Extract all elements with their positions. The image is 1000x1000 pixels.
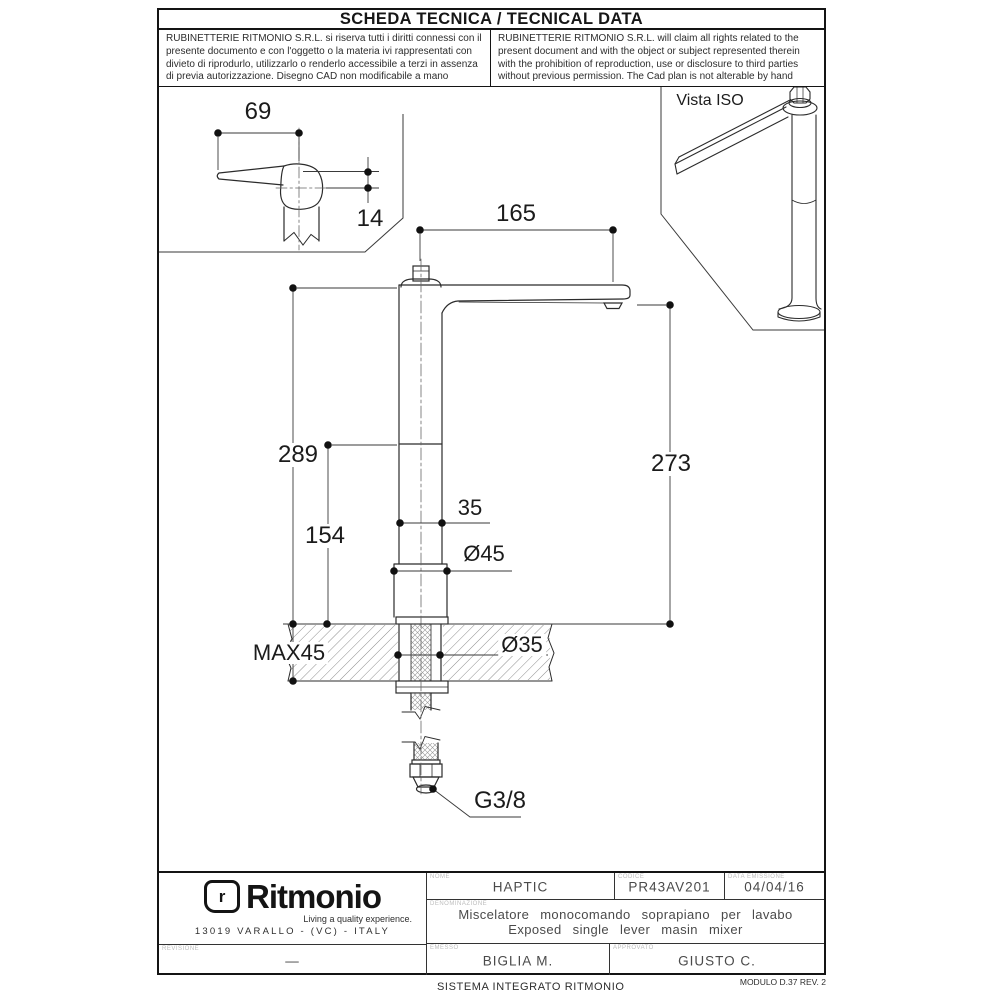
brand-name: Ritmonio (246, 878, 381, 915)
dim-connection-thread: G3/8 (471, 789, 529, 813)
data-emissione-value: 04/04/16 (744, 879, 805, 895)
brand-address: 13019 VARALLO - (VC) - ITALY (194, 926, 391, 937)
data-emissione-cell (724, 873, 824, 900)
revisione-value: — (285, 953, 300, 969)
nome-value: HAPTIC (492, 879, 549, 895)
dim-lower-body-height: 154 (302, 524, 348, 548)
dim-lever-height: 14 (354, 207, 387, 231)
description-line-1: Miscelatore monocomando soprapiano per lavabo (458, 906, 793, 922)
dim-spout-reach: 165 (493, 202, 539, 226)
dim-body-width: 35 (455, 497, 485, 519)
approvato-label: APPROVATO (613, 945, 654, 951)
sheet-frame (157, 8, 826, 975)
brand-tagline: Living a quality experience. (303, 914, 412, 924)
brand-cell (159, 873, 427, 944)
codice-value: PR43AV201 (628, 879, 711, 895)
codice-cell (614, 873, 724, 900)
revisione-label: REVISIONE (162, 946, 200, 952)
dim-lever-length: 69 (242, 100, 275, 124)
brand-logo (204, 880, 381, 913)
emesso-value: BIGLIA M. (482, 953, 554, 969)
revisione-cell (159, 944, 427, 975)
sheet-title: SCHEDA TECNICA / TECNICAL DATA (159, 10, 824, 30)
iso-view-label: Vista ISO (676, 92, 744, 109)
title-block (159, 871, 824, 975)
dim-spout-height: 273 (648, 452, 694, 476)
disclaimer-row (159, 30, 824, 87)
emesso-cell (427, 944, 609, 975)
approvato-value: GIUSTO C. (678, 953, 756, 969)
approvato-cell (609, 944, 824, 975)
dim-shank-diameter: Ø35 (498, 634, 546, 656)
ritmonio-logo-icon: r (204, 880, 240, 913)
emesso-label: EMESSO (430, 945, 459, 951)
disclaimer-english: RUBINETTERIE RITMONIO S.R.L. will claim all rights related to the present document and with the object or subject represented therein with the prohibition of reproduction, use or disclosure to third parties without previous permission. The Cad plan is not alterable by hand (490, 30, 824, 86)
disclaimer-italian: RUBINETTERIE RITMONIO S.R.L. si riserva tutti i diritti connessi con il presente documento e con l'oggetto o la materia ivi rappresentati con divieto di riprodurlo, utilizzarlo o renderlo accessibile a terzi in assenza di previa autorizzazione. Disegno CAD non modificabile a mano (166, 33, 482, 83)
nome-label: NOME (430, 874, 450, 880)
dim-body-diameter: Ø45 (460, 543, 508, 565)
dim-max-counter-thickness: MAX45 (250, 642, 328, 664)
description-line-2: Exposed single lever masin mixer (508, 921, 743, 937)
footer-module-text: MODULO D.37 REV. 2 (739, 977, 826, 987)
denominazione-cell (427, 900, 824, 944)
codice-label: CODICE (618, 874, 645, 880)
dim-total-height: 289 (275, 443, 321, 467)
nome-cell (427, 873, 614, 900)
footer-system-text: SISTEMA INTEGRATO RITMONIO (437, 981, 625, 993)
denominazione-label: DENOMINAZIONE (430, 901, 488, 907)
data-emissione-label: DATA EMISSIONE (728, 874, 785, 880)
